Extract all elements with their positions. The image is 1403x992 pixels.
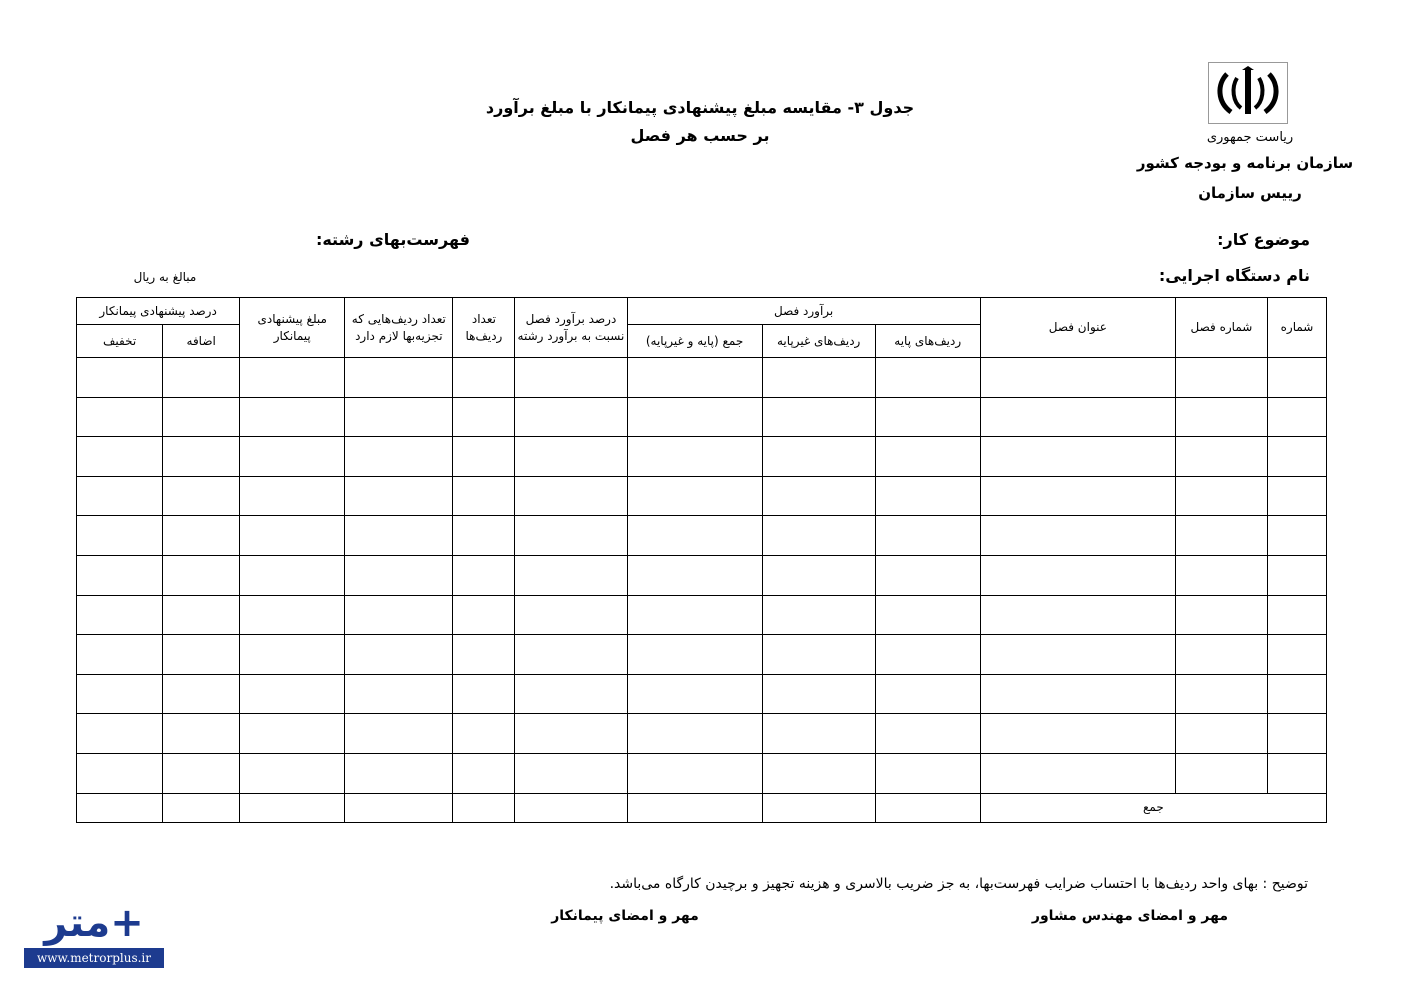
table-row: [77, 714, 1327, 754]
subject-label: موضوع کار:: [1217, 230, 1310, 249]
table-cell[interactable]: [1175, 476, 1267, 516]
org-main: سازمان برنامه و بودجه کشور: [1136, 154, 1354, 172]
table-cell[interactable]: [762, 437, 875, 477]
table-cell[interactable]: [762, 358, 875, 398]
total-cell[interactable]: [627, 793, 762, 822]
table-cell[interactable]: [980, 753, 1175, 793]
table-cell[interactable]: [163, 397, 240, 437]
table-cell[interactable]: [453, 476, 515, 516]
table-cell[interactable]: [453, 555, 515, 595]
total-cell[interactable]: [77, 793, 163, 822]
table-cell[interactable]: [515, 674, 627, 714]
table-cell[interactable]: [453, 595, 515, 635]
table-cell[interactable]: [875, 476, 980, 516]
col-percent-estimate: درصد برآورد فصل نسبت به برآورد رشته: [515, 298, 627, 358]
table-cell[interactable]: [240, 753, 345, 793]
table-cell[interactable]: [1267, 358, 1326, 398]
table-cell[interactable]: [453, 358, 515, 398]
table-cell[interactable]: [1267, 476, 1326, 516]
unit-label: مبالغ به ریال: [133, 270, 197, 284]
table-cell[interactable]: [762, 555, 875, 595]
table-cell[interactable]: [1267, 516, 1326, 556]
table-cell[interactable]: [762, 635, 875, 675]
table-cell[interactable]: [77, 555, 163, 595]
col-chapter-number: شماره فصل: [1175, 298, 1267, 358]
table-cell[interactable]: [240, 437, 345, 477]
table-row: [77, 595, 1327, 635]
table-cell[interactable]: [515, 437, 627, 477]
table-cell[interactable]: [1175, 753, 1267, 793]
table-cell[interactable]: [345, 358, 453, 398]
table-cell[interactable]: [627, 635, 762, 675]
table-cell[interactable]: [627, 516, 762, 556]
table-cell[interactable]: [77, 476, 163, 516]
col-chapter-title: عنوان فصل: [980, 298, 1175, 358]
table-cell[interactable]: [163, 635, 240, 675]
table-cell[interactable]: [627, 476, 762, 516]
table-cell[interactable]: [163, 555, 240, 595]
comparison-table: [76, 297, 1327, 823]
table-cell[interactable]: [627, 437, 762, 477]
table-cell[interactable]: [77, 437, 163, 477]
agency-label: نام دستگاه اجرایی:: [1158, 266, 1310, 285]
table-cell[interactable]: [1267, 714, 1326, 754]
table-cell[interactable]: [77, 516, 163, 556]
table-cell[interactable]: [163, 674, 240, 714]
table-cell[interactable]: [875, 437, 980, 477]
price-list-label: فهرست‌بهای رشته:: [315, 230, 470, 249]
table-row: [77, 635, 1327, 675]
table-cell[interactable]: [345, 674, 453, 714]
table-cell[interactable]: [1267, 753, 1326, 793]
table-cell[interactable]: [515, 714, 627, 754]
table-cell[interactable]: [453, 635, 515, 675]
table-cell[interactable]: [1175, 437, 1267, 477]
table-cell[interactable]: [875, 635, 980, 675]
table-cell[interactable]: [345, 476, 453, 516]
table-cell[interactable]: [240, 516, 345, 556]
table-cell[interactable]: [163, 516, 240, 556]
table-cell[interactable]: [980, 714, 1175, 754]
table-cell[interactable]: [627, 674, 762, 714]
table-cell[interactable]: [980, 516, 1175, 556]
table-cell[interactable]: [627, 753, 762, 793]
brand-url: www.metrorplus.ir: [24, 948, 164, 968]
table-cell[interactable]: [240, 555, 345, 595]
table-cell[interactable]: [1267, 635, 1326, 675]
table-cell[interactable]: [875, 753, 980, 793]
table-cell[interactable]: [1175, 397, 1267, 437]
table-cell[interactable]: [980, 595, 1175, 635]
table-row: [77, 397, 1327, 437]
col-sum-rows: جمع (پایه و غیرپایه): [627, 325, 762, 358]
table-cell[interactable]: [345, 595, 453, 635]
table-cell[interactable]: [453, 674, 515, 714]
table-cell[interactable]: [875, 595, 980, 635]
table-cell[interactable]: [627, 555, 762, 595]
table-cell[interactable]: [163, 595, 240, 635]
total-label: جمع: [980, 793, 1326, 822]
table-cell[interactable]: [515, 516, 627, 556]
table-cell[interactable]: [980, 437, 1175, 477]
table-cell[interactable]: [453, 516, 515, 556]
table-cell[interactable]: [515, 753, 627, 793]
col-number: شماره: [1267, 298, 1326, 358]
table-row: [77, 555, 1327, 595]
org-sub: رییس سازمان: [1198, 184, 1302, 202]
table-cell[interactable]: [163, 476, 240, 516]
table-cell[interactable]: [1267, 437, 1326, 477]
col-contractor-amount: مبلغ پیشنهادی پیمانکار: [240, 298, 345, 358]
table-cell[interactable]: [875, 714, 980, 754]
table-cell[interactable]: [240, 358, 345, 398]
table-cell[interactable]: [240, 714, 345, 754]
table-cell[interactable]: [762, 595, 875, 635]
table-cell[interactable]: [980, 555, 1175, 595]
col-non-base-rows: ردیف‌های غیرپایه: [762, 325, 875, 358]
table-cell[interactable]: [1267, 555, 1326, 595]
table-cell[interactable]: [345, 635, 453, 675]
table-cell[interactable]: [453, 437, 515, 477]
table-cell[interactable]: [875, 358, 980, 398]
col-contractor-percent-group: درصد پیشنهادی پیمانکار: [77, 298, 240, 325]
table-cell[interactable]: [515, 555, 627, 595]
table-cell[interactable]: [345, 753, 453, 793]
table-cell[interactable]: [77, 753, 163, 793]
total-cell[interactable]: [345, 793, 453, 822]
table-row: [77, 674, 1327, 714]
table-cell[interactable]: [345, 516, 453, 556]
table-cell[interactable]: [453, 753, 515, 793]
table-cell[interactable]: [1175, 595, 1267, 635]
total-cell[interactable]: [240, 793, 345, 822]
total-cell[interactable]: [163, 793, 240, 822]
org-small: ریاست جمهوری: [1206, 130, 1294, 145]
table-cell[interactable]: [345, 437, 453, 477]
table-cell[interactable]: [453, 397, 515, 437]
total-cell[interactable]: [762, 793, 875, 822]
table-cell[interactable]: [1175, 555, 1267, 595]
table-cell[interactable]: [1175, 358, 1267, 398]
table-cell[interactable]: [515, 358, 627, 398]
table-cell[interactable]: [980, 476, 1175, 516]
table-cell[interactable]: [345, 714, 453, 754]
table-cell[interactable]: [77, 674, 163, 714]
table-cell[interactable]: [762, 753, 875, 793]
table-cell[interactable]: [240, 635, 345, 675]
table-cell[interactable]: [515, 635, 627, 675]
table-cell[interactable]: [875, 516, 980, 556]
table-cell[interactable]: [163, 358, 240, 398]
col-estimate-group: برآورد فصل: [627, 298, 980, 325]
table-cell[interactable]: [163, 714, 240, 754]
table-cell[interactable]: [515, 595, 627, 635]
total-cell[interactable]: [875, 793, 980, 822]
table-cell[interactable]: [1267, 595, 1326, 635]
table-cell[interactable]: [77, 714, 163, 754]
col-row-count: تعداد ردیف‌ها: [453, 298, 515, 358]
total-cell[interactable]: [453, 793, 515, 822]
page-subtitle: بر حسب هر فصل: [630, 126, 770, 145]
table-cell[interactable]: [980, 397, 1175, 437]
table-cell[interactable]: [1175, 714, 1267, 754]
table-cell[interactable]: [875, 674, 980, 714]
col-base-rows: ردیف‌های پایه: [875, 325, 980, 358]
col-discount: تخفیف: [77, 325, 163, 358]
table-cell[interactable]: [762, 476, 875, 516]
table-cell[interactable]: [1175, 635, 1267, 675]
table-row: [77, 476, 1327, 516]
table-cell[interactable]: [240, 476, 345, 516]
table-cell[interactable]: [762, 674, 875, 714]
table-cell[interactable]: [627, 397, 762, 437]
table-cell[interactable]: [627, 595, 762, 635]
table-cell[interactable]: [762, 516, 875, 556]
table-row: [77, 753, 1327, 793]
table-cell[interactable]: [1267, 397, 1326, 437]
table-cell[interactable]: [240, 595, 345, 635]
table-cell[interactable]: [77, 595, 163, 635]
table-row: [77, 437, 1327, 477]
table-cell[interactable]: [1175, 516, 1267, 556]
table-cell[interactable]: [875, 555, 980, 595]
consultant-signature: مهر و امضای مهندس مشاور: [1031, 908, 1229, 924]
brand-logo: متر+: [44, 900, 144, 946]
table-cell[interactable]: [240, 674, 345, 714]
table-cell[interactable]: [515, 476, 627, 516]
table-cell[interactable]: [1267, 674, 1326, 714]
contractor-signature: مهر و امضای پیمانکار: [551, 908, 699, 924]
table-cell[interactable]: [515, 397, 627, 437]
table-cell[interactable]: [77, 358, 163, 398]
table-body: [77, 358, 1327, 823]
table-cell[interactable]: [345, 397, 453, 437]
col-surcharge: اضافه: [163, 325, 240, 358]
table-cell[interactable]: [345, 555, 453, 595]
col-analysis-rows: تعداد ردیف‌هایی که تجزیه‌بها لازم دارد: [345, 298, 453, 358]
total-cell[interactable]: [515, 793, 627, 822]
footnote: توضیح : بهای واحد ردیف‌ها با احتساب ضرایب فهرست‌بها، به جز ضریب بالاسری و هزینه تجهیز و برچیدن کارگاه می‌باشد.: [609, 876, 1308, 892]
table-cell[interactable]: [762, 714, 875, 754]
table-cell[interactable]: [77, 635, 163, 675]
table-row: [77, 358, 1327, 398]
table-cell[interactable]: [163, 437, 240, 477]
table-cell[interactable]: [77, 397, 163, 437]
table-cell[interactable]: [163, 753, 240, 793]
table-cell[interactable]: [980, 674, 1175, 714]
emblem-icon: [1213, 66, 1283, 120]
table-cell[interactable]: [1175, 674, 1267, 714]
table-cell[interactable]: [240, 397, 345, 437]
table-cell[interactable]: [980, 358, 1175, 398]
table-cell[interactable]: [762, 397, 875, 437]
table-row: [77, 516, 1327, 556]
emblem-logo: [1208, 62, 1288, 124]
table-cell[interactable]: [453, 714, 515, 754]
table-cell[interactable]: [980, 635, 1175, 675]
page-title: جدول ۳- مقایسه مبلغ پیشنهادی پیمانکار با مبلغ برآورد: [485, 98, 915, 117]
table-cell[interactable]: [627, 358, 762, 398]
table-cell[interactable]: [627, 714, 762, 754]
table-cell[interactable]: [875, 397, 980, 437]
total-row: [77, 793, 1327, 822]
